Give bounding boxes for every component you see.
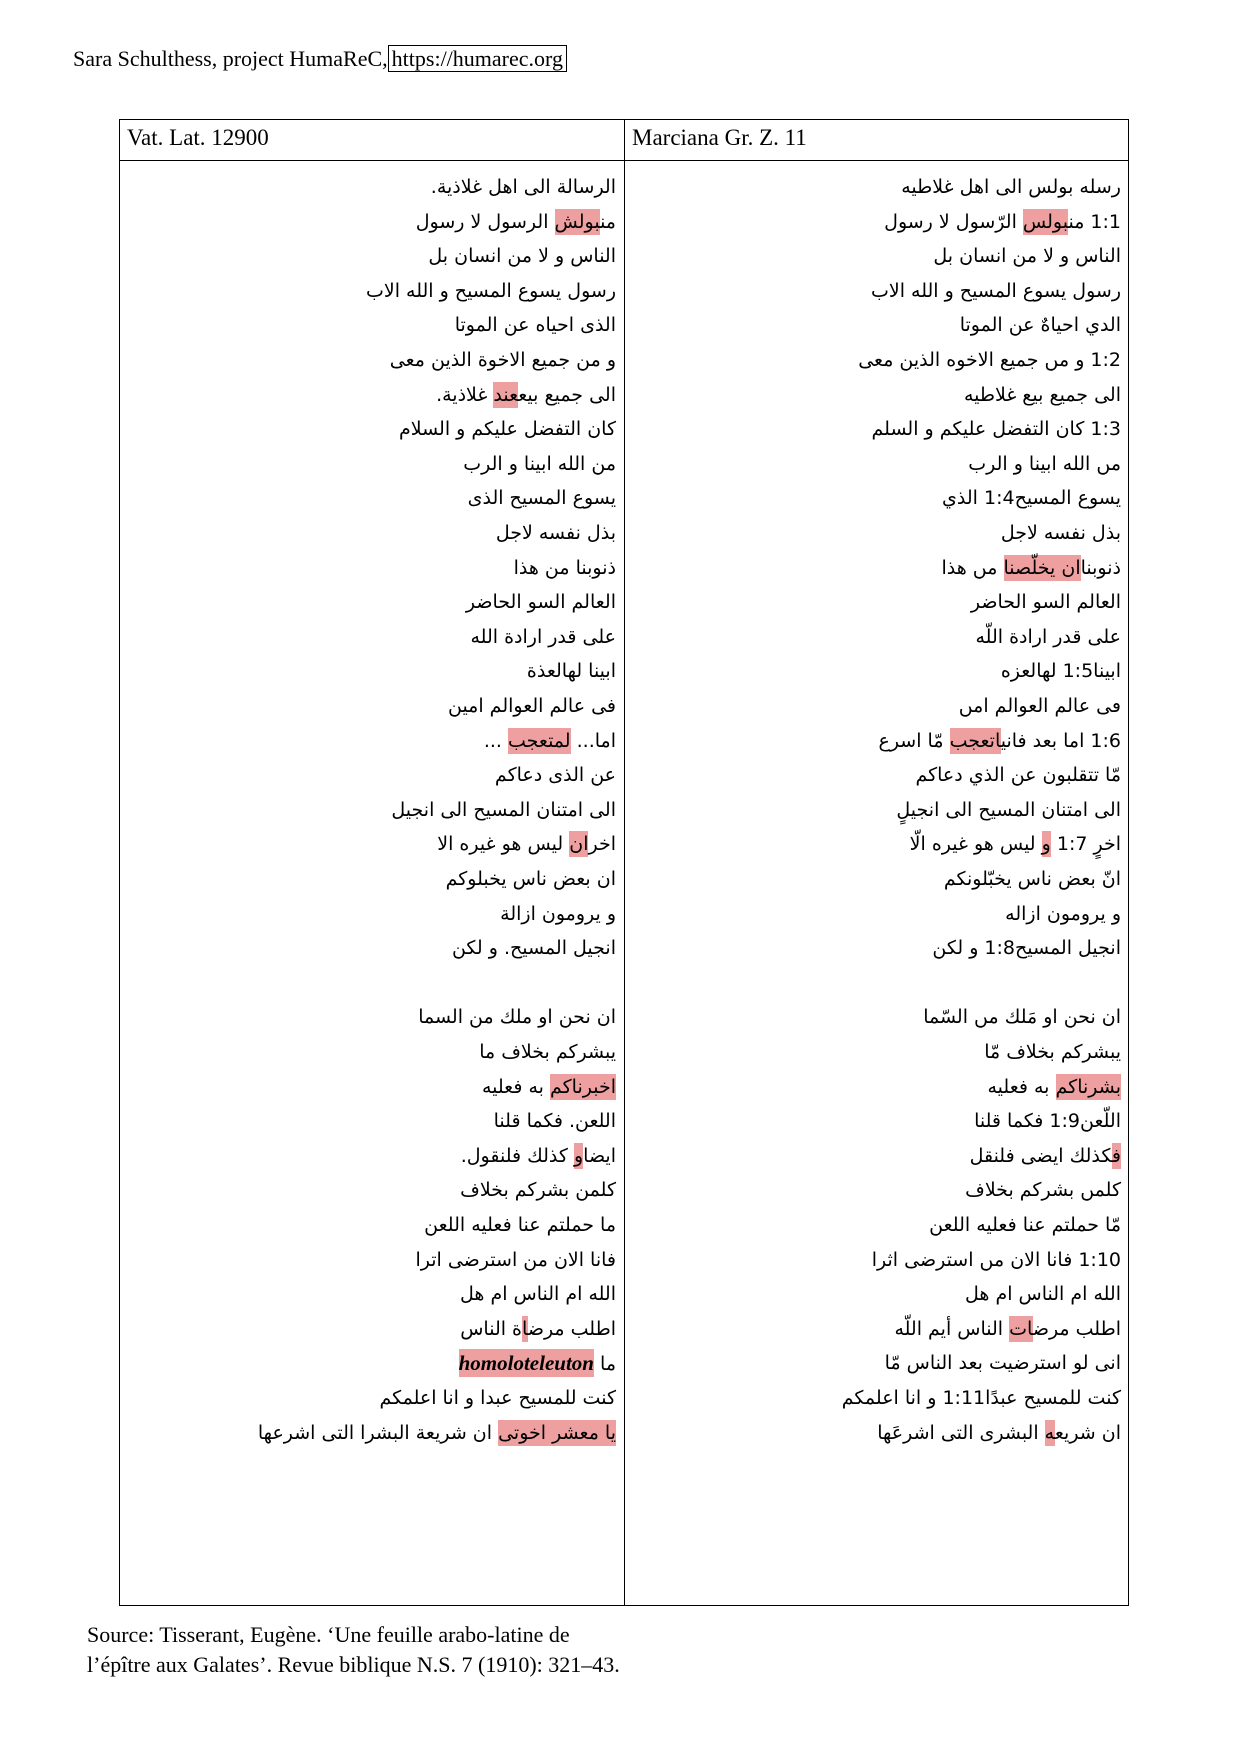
vat-lat-line	[428, 241, 616, 271]
text-segment: كنت للمسيح عبدًا1:11 و انا اعلمكم	[841, 1387, 1121, 1409]
vat-lat-line	[424, 1210, 616, 1240]
text-segment: ذنوبنا من هذا	[513, 556, 616, 579]
text-segment: رسول يسوع المسيح و الله الاب	[365, 279, 616, 302]
marciana-line	[871, 276, 1121, 306]
text-segment: الى جميع بيع	[518, 383, 616, 406]
marciana-line	[965, 1279, 1121, 1309]
text-segment: يسوع المسيح1:4 الذي	[942, 487, 1121, 510]
text-segment: كلمن بشركم بخلاف	[460, 1179, 616, 1202]
text-segment: 1:2 و مں جميع الاخوه الذين معى	[858, 349, 1121, 371]
comparison-table	[119, 119, 1129, 1606]
author-credit: Sara Schulthess, project HumaReC,	[73, 46, 388, 71]
vat-lat-line	[460, 1314, 616, 1344]
marciana-line	[842, 1383, 1121, 1413]
text-segment: مّا حملتم عنا فعليه اللعن	[929, 1214, 1121, 1236]
text-segment: غلاذية.	[436, 383, 494, 406]
vat-lat-line	[379, 1383, 616, 1413]
vat-lat-line	[500, 899, 616, 929]
marciana-line	[894, 1314, 1121, 1344]
text-segment: ان شريعة البشرا التى اشرعها	[257, 1421, 499, 1444]
marciana-line	[975, 622, 1121, 652]
text-segment: مّا تتقلبون عن الذي دعاكم	[915, 764, 1121, 787]
marciana-line	[987, 1072, 1121, 1102]
marciana-line	[929, 1210, 1121, 1240]
text-segment: على قدر ارادة اللّه	[975, 625, 1121, 648]
text-segment: رسله بولس الى اهل غلاطيه	[901, 176, 1121, 198]
highlighted-variant: بولش	[554, 210, 601, 233]
highlighted-variant: و	[1041, 833, 1051, 856]
text-segment: ما حملتم عنا فعليه اللعن	[424, 1214, 616, 1236]
text-segment: الله ام الناس ام هل	[460, 1283, 616, 1306]
text-segment: كلمں بشركم بخلاف	[965, 1179, 1121, 1202]
text-segment: اخرٍ 1:7	[1050, 833, 1121, 856]
highlighted-variant: ف	[1111, 1144, 1121, 1167]
vat-lat-line	[495, 760, 616, 790]
text-segment: كنت للمسيح عبدا و انا اعلمكم	[379, 1387, 616, 1409]
marciana-line	[872, 1245, 1121, 1275]
highlighted-variant: ان يخلّصنا	[1003, 556, 1081, 579]
marciana-line	[942, 483, 1121, 513]
vat-lat-line	[455, 310, 616, 340]
marciana-line	[896, 795, 1121, 825]
text-segment: الى جميع بيع غلاطيه	[963, 383, 1121, 406]
vat-lat-line	[470, 622, 616, 652]
vat-lat-line	[416, 207, 616, 237]
vat-lat-line	[463, 449, 616, 479]
marciana-line	[959, 691, 1121, 721]
page-header	[73, 46, 567, 72]
vat-lat-line	[366, 276, 616, 306]
text-segment: و من جميع الاخوة الذين معى	[389, 349, 616, 371]
text-segment: رسول يسوع المسيح و الله الاب	[870, 279, 1121, 302]
vat-lat-line	[448, 691, 616, 721]
highlighted-variant: ا	[522, 1317, 528, 1340]
text-segment: ذنوبنا	[1080, 556, 1121, 579]
text-segment: كذلك ايضى فلنقل	[969, 1144, 1112, 1167]
highlighted-variant: ات	[1009, 1317, 1033, 1340]
text-segment: 1:1 من	[1068, 210, 1121, 233]
text-segment: الدي احياهٌ عن الموتا	[959, 314, 1121, 337]
vat-lat-line	[258, 1418, 616, 1448]
vat-lat-line	[466, 587, 616, 617]
text-segment: ان شريع	[1054, 1421, 1121, 1444]
header-divider	[120, 160, 1128, 161]
text-segment: ليس هو غيره الا	[437, 833, 570, 856]
text-segment: مں هذا	[941, 556, 1004, 579]
marciana-line	[968, 449, 1121, 479]
marciana-line	[884, 207, 1121, 237]
vat-lat-line	[468, 483, 616, 513]
vat-lat-line	[391, 795, 616, 825]
marciana-line	[970, 1141, 1121, 1171]
marciana-line	[1005, 899, 1121, 929]
text-segment: كذلك فلنقول.	[460, 1144, 574, 1167]
text-segment: ان نحن او ملك من السما	[418, 1006, 616, 1029]
text-segment: انى لو استرضيت بعد الناس مّا	[884, 1352, 1121, 1375]
vat-lat-line	[482, 1072, 616, 1102]
text-segment: الذى احياه عن الموتا	[454, 314, 616, 337]
vat-lat-line	[452, 933, 616, 963]
text-segment: البشرى التى اشرعَها	[877, 1421, 1045, 1444]
text-segment: الناس و لا من انسان بل	[428, 245, 616, 268]
text-segment: ما	[593, 1353, 616, 1376]
text-segment: الناس و لا من انسان بل	[933, 245, 1121, 268]
source-line-1: Source: Tisserant, Eugène. ‘Une feuille arabo-latine de	[87, 1622, 570, 1647]
text-segment: الى امتنان المسيح الى انجيل	[391, 798, 616, 821]
text-segment: يسوع المسيح الذى	[467, 487, 616, 510]
vat-lat-line	[437, 829, 616, 859]
marciana-line	[932, 933, 1121, 963]
text-segment: مں الله ابينا و الرب	[968, 452, 1121, 475]
vat-lat-line	[436, 380, 616, 410]
text-segment: ...	[483, 729, 508, 752]
highlighted-variant: بشرناكم	[1055, 1075, 1121, 1098]
text-segment: اطلب مرض	[527, 1317, 616, 1340]
marciana-line	[974, 1106, 1121, 1136]
vat-lat-line	[418, 1002, 616, 1032]
text-segment: اطلب مرض	[1032, 1317, 1121, 1340]
text-segment: به فعليه	[481, 1075, 550, 1098]
text-segment: من الله ابينا و الرب	[463, 452, 616, 475]
text-segment: ابينا1:5 لهالعزه	[1000, 660, 1121, 683]
highlighted-variant: لمتعجب	[507, 729, 571, 752]
marciana-line	[910, 829, 1121, 859]
text-segment: ليس هو غيره الّا	[909, 833, 1042, 856]
highlighted-variant: homoloteleuton	[458, 1351, 594, 1376]
marciana-line	[1001, 518, 1121, 548]
text-segment: به فعليه	[987, 1075, 1056, 1098]
marciana-line	[877, 1418, 1121, 1448]
vat-lat-line	[527, 656, 616, 686]
text-segment: الناس أيم اللّه	[894, 1317, 1010, 1340]
text-segment: 1:10 فانا الان مں استرضى اثرا	[871, 1248, 1121, 1271]
marciana-line	[901, 172, 1121, 202]
text-segment: ڡى عالم العوالم امں	[958, 695, 1121, 717]
text-segment: ابينا لهالعذة	[526, 660, 616, 683]
vat-lat-line	[431, 172, 616, 202]
source-citation	[87, 1620, 647, 1680]
vat-lat-line	[494, 1106, 616, 1136]
highlighted-variant: بولس	[1022, 210, 1069, 233]
text-segment: اما...	[570, 729, 616, 752]
project-link[interactable]: https://humarec.org	[388, 45, 567, 72]
marciana-line	[885, 1348, 1121, 1378]
highlighted-variant: ه	[1044, 1421, 1055, 1444]
marciana-line	[960, 310, 1121, 340]
vat-lat-line	[460, 1175, 616, 1205]
text-segment: الى امتنان المسيح الى انجيلٍ	[896, 798, 1121, 821]
text-segment: بذل نفسه لاجل	[495, 522, 616, 544]
vat-lat-line	[399, 414, 616, 444]
highlighted-variant: عند	[493, 383, 519, 406]
text-segment: الرسالة الى اهل غلاذية.	[430, 176, 616, 198]
text-segment: ان بعض ناس يخبلوكم	[445, 868, 616, 890]
highlighted-variant: اخبرناكم	[549, 1075, 616, 1098]
highlighted-variant: و	[573, 1144, 584, 1167]
marciana-line	[965, 1175, 1121, 1205]
marciana-line	[915, 760, 1121, 790]
vat-lat-line	[446, 864, 616, 894]
marciana-line	[923, 1002, 1121, 1032]
text-segment: اخر	[588, 833, 616, 856]
text-segment: اللّعن1:9 فكما قلنا	[974, 1110, 1121, 1133]
text-segment: انجيل المسيح. و لكن	[451, 937, 616, 960]
text-segment: 1:6 اما بعد فاني	[1000, 729, 1121, 752]
vat-lat-line	[460, 1279, 616, 1309]
text-segment: على قدر ارادة الله	[470, 625, 616, 648]
text-segment: 1:3 كان التفضل عليكم و السلم	[871, 418, 1121, 441]
text-segment: انّ بعض ناس يخبّلونكم	[943, 868, 1121, 890]
vat-lat-line	[514, 553, 616, 583]
text-segment: الله ام الناس ام هل	[965, 1283, 1121, 1306]
text-segment: بذل نفسه لاجل	[1000, 522, 1121, 544]
source-line-2: l’épître aux Galates’. Revue biblique N.S. 7 (1910): 321–43.	[87, 1652, 620, 1677]
text-segment: فانا الان من استرضى اترا	[415, 1248, 616, 1271]
marciana-line	[858, 345, 1121, 375]
vat-lat-line	[415, 1245, 616, 1275]
text-segment: و يرومون ازاله	[1005, 902, 1121, 925]
marciana-line	[872, 414, 1121, 444]
highlighted-variant: ان	[569, 833, 589, 856]
text-segment: ايضا	[583, 1144, 616, 1167]
marciana-line	[878, 726, 1121, 756]
vat-lat-line	[390, 345, 616, 375]
text-segment: انجيل المسيح1:8 و لكن	[932, 937, 1121, 960]
marciana-line	[984, 1037, 1121, 1067]
text-segment: كان التفضل عليكم و السلام	[398, 418, 616, 441]
marciana-line	[942, 553, 1122, 583]
column-divider	[624, 120, 625, 1605]
marciana-line	[944, 864, 1121, 894]
left-column-heading: Vat. Lat. 12900	[127, 125, 269, 150]
text-segment: العالم السو الحاضر	[465, 591, 616, 614]
text-segment: ة الناس	[460, 1317, 523, 1340]
vat-lat-line	[479, 1037, 616, 1067]
text-segment: مّا اسرع	[878, 729, 950, 752]
marciana-line	[971, 587, 1121, 617]
vat-lat-line	[496, 518, 616, 548]
vat-lat-line	[484, 726, 616, 756]
highlighted-variant: اتعجب	[949, 729, 1001, 752]
vat-lat-line	[461, 1141, 616, 1171]
text-segment: ان نحن او مَلك مں السّما	[923, 1006, 1121, 1029]
text-segment: الرّسول لا رسول	[884, 210, 1023, 233]
marciana-line	[964, 380, 1121, 410]
text-segment: اللعن. فكما قلنا	[493, 1110, 616, 1133]
text-segment: عن الذى دعاكم	[494, 764, 616, 787]
right-column-heading: Marciana Gr. Z. 11	[632, 125, 807, 150]
text-segment: فى عالم العوالم امين	[447, 695, 616, 717]
text-segment: يبشركم بخلاف مّا	[984, 1041, 1121, 1063]
text-segment: العالم السو الحاضر	[970, 591, 1121, 614]
vat-lat-line	[459, 1348, 616, 1378]
highlighted-variant: يا معشر اخوتى	[498, 1421, 616, 1444]
text-segment: من	[600, 210, 616, 233]
marciana-line	[933, 241, 1121, 271]
text-segment: يبشركم بخلاف ما	[479, 1041, 616, 1063]
marciana-line	[1001, 656, 1121, 686]
text-segment: الرسول لا رسول	[415, 210, 555, 233]
text-segment: و يرومون ازالة	[500, 902, 616, 925]
